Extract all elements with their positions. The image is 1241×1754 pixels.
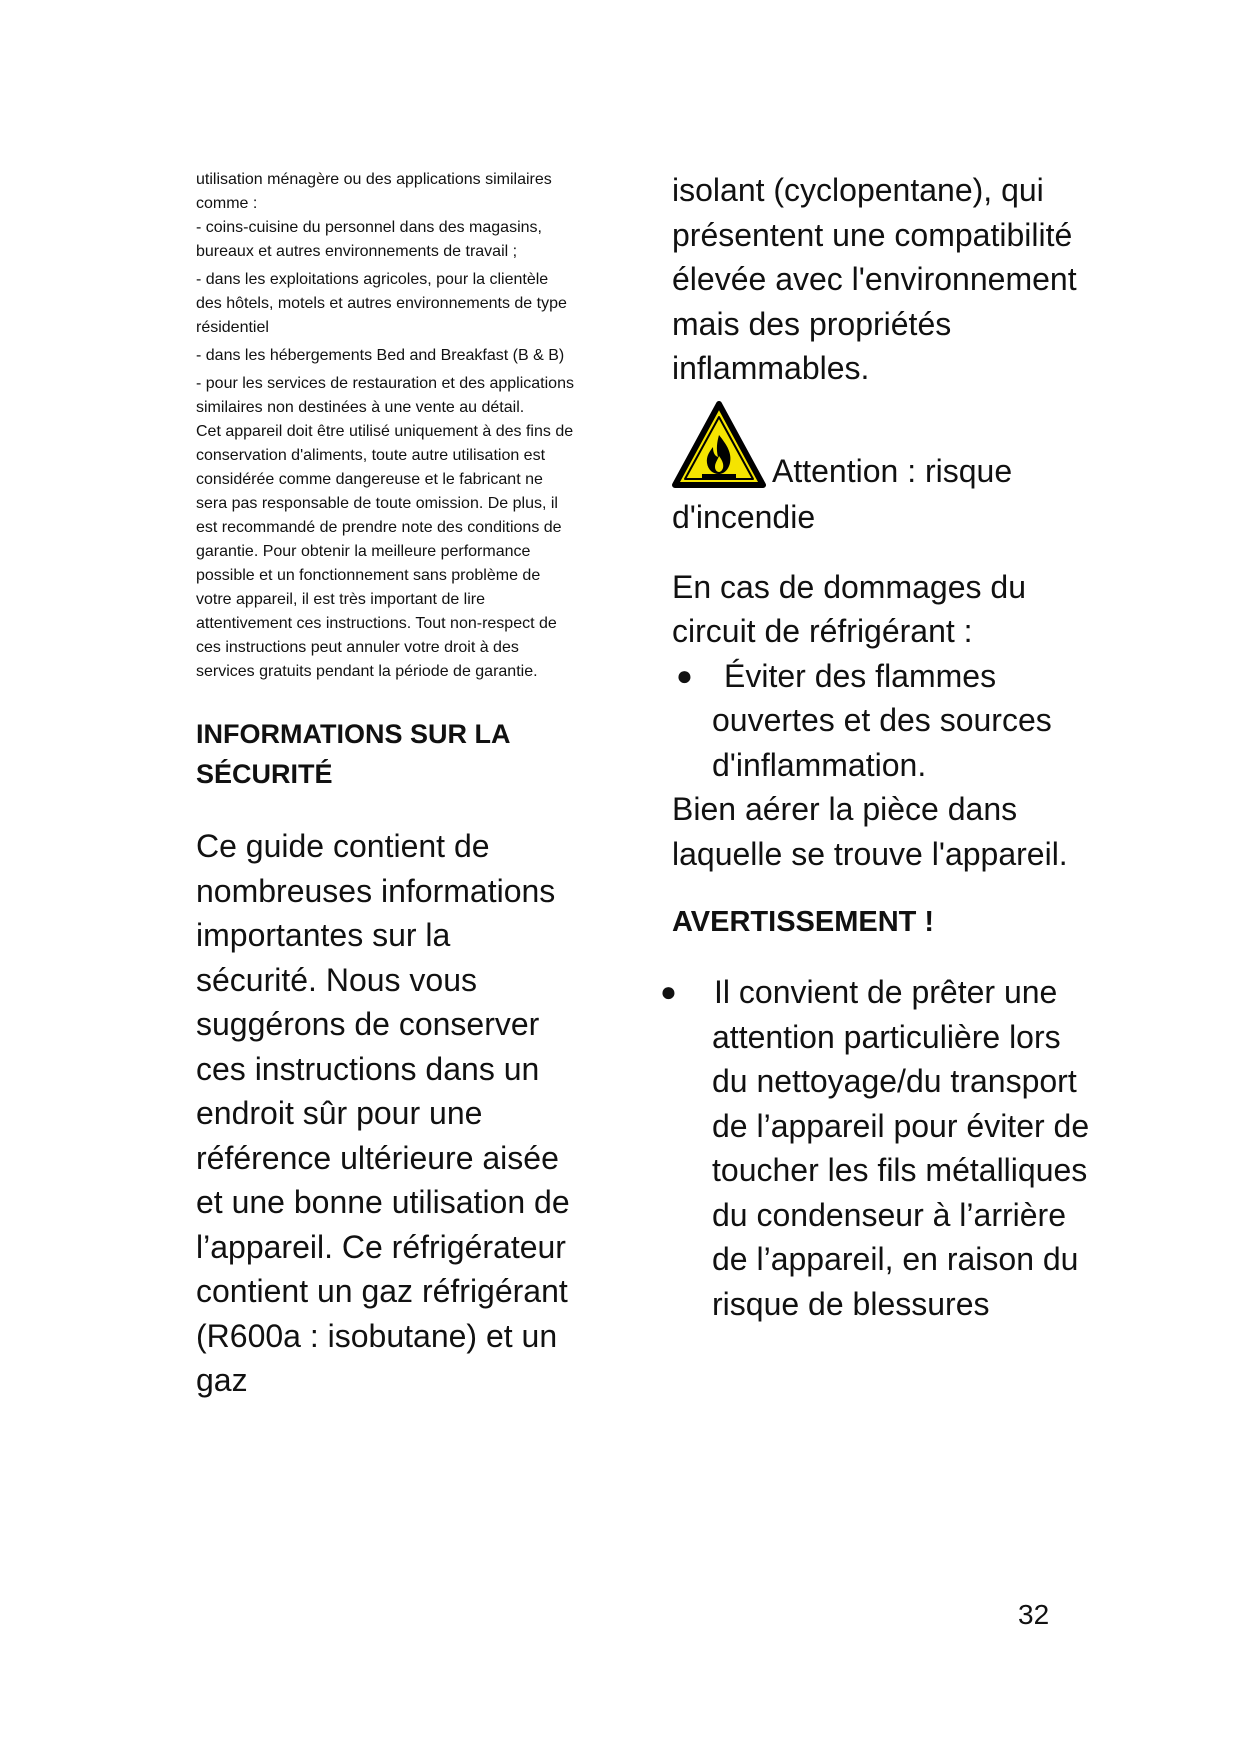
warning-bullet — [660, 970, 1092, 1326]
bullet-dot: ● — [676, 659, 693, 691]
fire-warning — [672, 401, 1092, 497]
fire-warning-text-cont: d'incendie — [672, 498, 816, 535]
continued-paragraph: isolant (cyclopentane), qui présentent une compatibilité élevée avec l'environnement mais des propriétés inflammables. — [672, 172, 1077, 386]
bullet-dot: ● — [660, 976, 677, 1007]
warning-heading: AVERTISSEMENT ! — [672, 906, 935, 938]
damage-bullet-text: Éviter des flammes ouvertes et des sources d'inflammation. — [712, 657, 1052, 783]
usage-intro — [196, 168, 576, 684]
usage-line: utilisation ménagère ou des applications similaires comme : — [196, 171, 552, 212]
left-column — [196, 168, 576, 1403]
page-number: 32 — [1018, 1599, 1050, 1630]
damage-section — [672, 565, 1092, 877]
safety-paragraph: Ce guide contient de nombreuses informations importantes sur la sécurité. Nous vous suggérons de conserver ces instructions dans un endroit sûr pour une référence ultérieure aisée et une bonne utilisation de l’appareil. Ce réfrigérateur contient un gaz réfrigérant (R600a : isobutane) et un gaz — [196, 828, 570, 1398]
ventilate-text: Bien aérer la pièce dans laquelle se trouve l'appareil. — [672, 791, 1068, 872]
flammable-warning-icon — [672, 401, 766, 489]
usage-line: - dans les exploitations agricoles, pour la clientèle des hôtels, motels et autres environnements de type résidentiel — [196, 271, 567, 336]
damage-intro: En cas de dommages du circuit de réfrigérant : — [672, 568, 1026, 649]
safety-heading: INFORMATIONS SUR LA SÉCURITÉ — [196, 719, 510, 789]
damage-bullet — [672, 654, 1092, 788]
usage-line: - dans les hébergements Bed and Breakfast (B & B) — [196, 347, 565, 364]
usage-line: - coins-cuisine du personnel dans des magasins, bureaux et autres environnements de travail ; — [196, 219, 542, 260]
usage-line: - pour les services de restauration et des applications similaires non destinées à une vente au détail. — [196, 375, 574, 416]
right-column — [660, 168, 1092, 1326]
fire-warning-text: Attention : risque — [772, 452, 1013, 489]
usage-paragraph: Cet appareil doit être utilisé uniquement à des fins de conservation d'aliments, toute autre utilisation est considérée comme dangereuse et le fabricant ne sera pas responsable de toute omission. De plus, il est recommandé de prendre note des conditions de garantie. Pour obtenir la meilleure performance possible et un fonctionnement sans problème de votre appareil, il est très important de lire attentivement ces instructions. Tout non-respect de ces instructions peut annuler votre droit à des services gratuits pendant la période de garantie. — [196, 423, 574, 680]
warning-bullet-text: Il convient de prêter une attention particulière lors du nettoyage/du transport de l’appareil pour éviter de toucher les fils métalliques du condenseur à l’arrière de l’appareil, en raison du risque de blessures — [712, 974, 1090, 1322]
